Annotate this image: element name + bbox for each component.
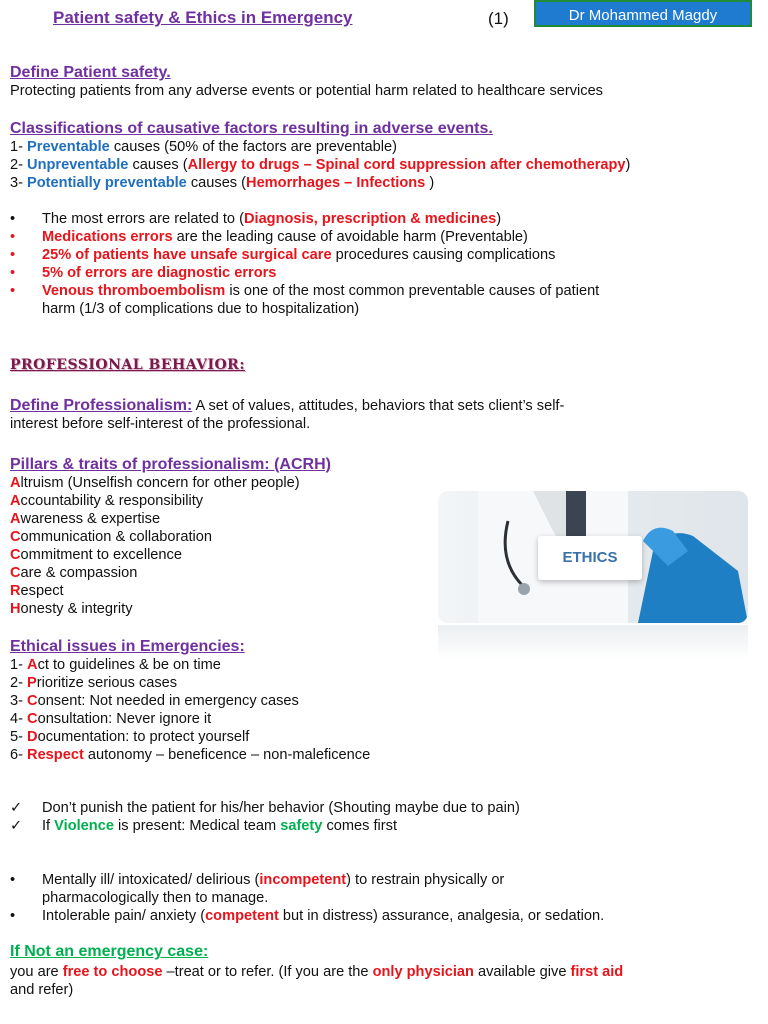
item-rest: causes ( [186, 175, 247, 191]
pillar-item [10, 474, 760, 492]
item-examples: Hemorrhages – Infections [246, 175, 426, 191]
item-rest: causes ( [128, 157, 188, 173]
item-number: 4- [10, 711, 28, 727]
text: If [42, 818, 55, 834]
text: comes first [322, 818, 398, 834]
highlight: 25% of patients have unsafe surgical care [42, 247, 332, 263]
text: available give [473, 964, 571, 980]
highlight: Medications errors [42, 229, 173, 245]
pillar-letter: H [10, 601, 21, 617]
text: but in distress) assurance, analgesia, or sedation. [278, 908, 605, 924]
define-professionalism-text-2: interest before self-interest of the professional. [10, 416, 311, 432]
classification-item [10, 174, 760, 192]
item-close: ) [625, 157, 631, 173]
ethical-item [10, 728, 760, 746]
text: ) to restrain physically or [346, 872, 505, 888]
item-examples: Allergy to drugs – Spinal cord suppression after chemotherapy [187, 157, 626, 173]
define-professionalism [10, 397, 760, 415]
item-rest: ocumentation: to protect yourself [37, 729, 250, 745]
define-safety-heading: Define Patient safety. [10, 64, 171, 81]
text: procedures causing complications [331, 247, 556, 263]
item-number: 1- [10, 139, 28, 155]
item-rest: rioritize serious cases [36, 675, 178, 691]
ethical-issues-heading: Ethical issues in Emergencies: [10, 638, 245, 655]
text: harm (1/3 of complications due to hospitalization) [42, 301, 360, 317]
text: Intolerable pain/ anxiety ( [42, 908, 206, 924]
author-badge: Dr Mohammed Magdy [534, 0, 752, 27]
text: Mentally ill/ intoxicated/ delirious ( [42, 872, 260, 888]
non-emergency-text [10, 963, 760, 981]
item-close: ) [425, 175, 435, 191]
bullet-dot: • [10, 283, 16, 299]
item-key: D [27, 729, 38, 745]
text: are the leading cause of avoidable harm (Preventable) [172, 229, 528, 245]
item-key: C [27, 711, 38, 727]
item-number: 2- [10, 157, 28, 173]
item-key: Preventable [27, 139, 110, 155]
bullet-dot: • [10, 247, 16, 263]
item-number: 3- [10, 693, 28, 709]
pillar-letter: C [10, 547, 21, 563]
text: –treat or to refer. (If you are the [162, 964, 373, 980]
bullet-dot: • [10, 908, 16, 924]
classification-item [10, 138, 760, 156]
pillar-letter: C [10, 529, 21, 545]
item-key: Potentially preventable [27, 175, 187, 191]
text: is one of the most common preventable causes of patient [225, 283, 600, 299]
text: ) [496, 211, 502, 227]
item-number: 1- [10, 657, 28, 673]
highlight: 5% of errors are diagnostic errors [42, 265, 277, 281]
pillar-text: ltruism (Unselfish concern for other people) [20, 475, 300, 491]
highlight: Diagnosis, prescription & medicines [243, 211, 497, 227]
text: you are [10, 964, 63, 980]
text: is present: Medical team [113, 818, 281, 834]
item-key: C [27, 693, 38, 709]
text: The most errors are related to ( [42, 211, 244, 227]
pillar-letter: A [10, 511, 21, 527]
bullet-dot: • [10, 229, 16, 245]
checkmark-icon: ✓ [10, 800, 23, 816]
classification-item [10, 156, 760, 174]
item-key: A [27, 657, 38, 673]
item-number: 5- [10, 729, 28, 745]
ethical-item [10, 674, 760, 692]
item-number: 2- [10, 675, 28, 691]
define-safety-text: Protecting patients from any adverse events or potential harm related to healthcare services [10, 83, 603, 99]
highlight: Venous thromboembolism [42, 283, 226, 299]
pillar-letter: R [10, 583, 21, 599]
non-emergency-heading: If Not an emergency case: [10, 943, 209, 960]
bullet-dot: • [10, 265, 16, 281]
item-rest: onsultation: Never ignore it [37, 711, 212, 727]
ethical-item [10, 746, 760, 764]
item-rest: ct to guidelines & be on time [37, 657, 221, 673]
pillar-letter: A [10, 493, 21, 509]
text: pharmacologically then to manage. [42, 890, 269, 906]
bullet-dot: • [10, 211, 16, 227]
item-rest: autonomy – beneficence – non-maleficence [83, 747, 371, 763]
page-title: Patient safety & Ethics in Emergency [53, 8, 353, 27]
pillars-heading: Pillars & traits of professionalism: (ACRH) [10, 456, 331, 473]
ethics-card: ETHICS [538, 536, 642, 580]
item-number: 3- [10, 175, 28, 191]
classifications-heading: Classifications of causative factors resulting in adverse events. [10, 120, 493, 137]
pillar-text: are & compassion [20, 565, 138, 581]
pillar-text: wareness & expertise [20, 511, 161, 527]
pillar-text: onesty & integrity [20, 601, 133, 617]
item-key: Unpreventable [27, 157, 129, 173]
item-key: P [27, 675, 37, 691]
item-key: Respect [27, 747, 84, 763]
highlight: competent [205, 908, 279, 924]
ethical-item [10, 692, 760, 710]
checkmark-icon: ✓ [10, 818, 23, 834]
highlight: only physician [372, 964, 474, 980]
define-professionalism-text: A set of values, attitudes, behaviors that sets client’s self- [192, 398, 565, 414]
pillar-text: ommitment to excellence [20, 547, 182, 563]
photo-reflection [438, 625, 748, 661]
text: Don’t punish the patient for his/her behavior (Shouting maybe due to pain) [42, 800, 520, 816]
highlight: free to choose [62, 964, 163, 980]
item-rest: causes (50% of the factors are preventable) [109, 139, 397, 155]
ethical-item [10, 710, 760, 728]
pillar-letter: A [10, 475, 21, 491]
pillar-text: ommunication & collaboration [20, 529, 212, 545]
non-emergency-text-2: and refer) [10, 982, 74, 998]
bullet-dot: • [10, 872, 16, 888]
highlight: Violence [54, 818, 114, 834]
highlight: first aid [570, 964, 624, 980]
pillar-text: espect [20, 583, 64, 599]
item-rest: onsent: Not needed in emergency cases [37, 693, 299, 709]
pillar-text: ccountability & responsibility [20, 493, 204, 509]
pillar-letter: C [10, 565, 21, 581]
highlight: safety [280, 818, 323, 834]
item-number: 6- [10, 747, 28, 763]
professional-heading: PROFESSIONAL BEHAVIOR: [10, 357, 245, 373]
page-number: (1) [488, 9, 509, 28]
define-professionalism-heading: Define Professionalism: [10, 397, 193, 414]
highlight: incompetent [259, 872, 347, 888]
